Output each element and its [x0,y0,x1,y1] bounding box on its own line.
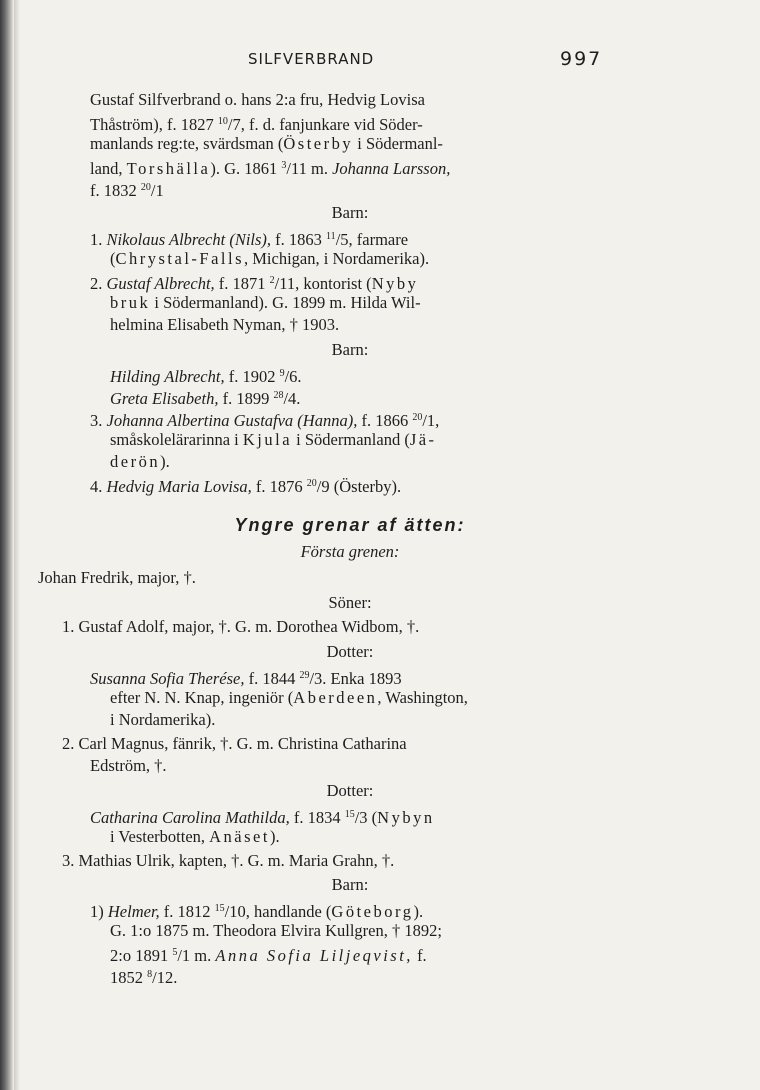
spaced-place-name: Jä- [409,430,437,449]
italic-name: Susanna Sofia Therése, [90,669,245,688]
page-header [0,50,760,74]
section-label: Barn: [331,203,369,222]
text-run: /11 m. [286,159,333,178]
text-line [110,248,429,270]
spaced-place-name: Göteborg [331,902,414,921]
spaced-place-name: Anäset [209,827,270,846]
text-line [38,567,196,589]
section-heading: Yngre grenar af ätten: [234,515,466,535]
subsection-heading: Första grenen: [300,542,400,561]
text-line [110,709,215,731]
text-run: /10, handlande ( [224,902,332,921]
text-run: Johan Fredrik, major, †. [38,568,196,587]
section-label: Söner: [328,593,372,612]
spaced-place-name: derön [110,452,161,471]
text-run: f. 1902 [224,367,280,386]
spaced-place-name: Torshälla [126,159,211,178]
text-line [110,920,442,942]
text-run: i Södermanland). G. 1899 m. Hilda Wil- [150,293,421,312]
text-run: f. 1812 [159,902,215,921]
superscript-day: 11 [326,231,336,242]
running-title: SILFVERBRAND [248,50,375,68]
superscript-day: 20 [140,182,151,193]
superscript-day: 20 [412,412,423,423]
page-number: 997 [560,48,603,70]
spaced-place-name: bruk [110,293,151,312]
section-label: Barn: [331,875,369,894]
text-run: f. 1899 [218,389,274,408]
text-run: /1 [150,181,164,200]
text-run: 4. [90,477,107,496]
page-edge-shadow [0,0,14,1090]
spaced-place-name: Aberdeen [293,688,378,707]
text-run: 1852 [110,968,148,987]
text-run: /3. Enka 1893 [309,669,402,688]
text-line [90,755,167,777]
italic-name: Nikolaus Albrecht (Nils), [106,230,272,249]
superscript-day: 3 [281,160,287,171]
text-run: 3. Mathias Ulrik, kapten, †. G. m. Maria Grahn, †. [62,851,395,870]
text-line [110,964,177,989]
spaced-place-name: Nybyn [377,808,435,827]
text-run: /5, farmare [335,230,409,249]
text-run: f. 1844 [244,669,300,688]
text-run: helmina Elisabeth Nyman, † 1903. [110,315,340,334]
text-run: i Vesterbotten, [110,827,210,846]
italic-name: Gustaf Albrecht, [106,274,215,293]
superscript-day: 28 [273,390,284,401]
text-run: , Washington, [377,688,468,707]
text-run: ). G. 1861 [210,159,282,178]
text-run: /12. [152,968,178,987]
text-line [90,89,425,111]
spaced-place-name: Nyby [371,274,419,293]
section-label: Dotter: [326,781,374,800]
text-line [110,292,421,314]
text-run: manlands reg:te, svärdsman ( [90,134,284,153]
text-line [110,826,280,848]
text-line [110,429,437,451]
text-line [110,314,339,336]
text-line [90,473,401,498]
text-run: /7, f. d. fanjunkare vid Söder- [227,115,423,134]
text-run: , Michigan, i Nordamerika). [244,249,430,268]
text-line [90,177,164,202]
text-run: 2. Carl Magnus, fänrik, †. G. m. Christina Catharina [62,734,407,753]
italic-name: Hilding Albrecht, [110,367,225,386]
text-run: f. 1871 [214,274,270,293]
italic-name: Johanna Albertina Gustafva (Hanna), [106,411,358,430]
superscript-day: 8 [147,969,153,980]
text-run: ). [413,902,424,921]
text-line [62,616,419,638]
text-run: i Södermanl- [353,134,443,153]
text-run: i Södermanland ( [292,430,410,449]
text-run: f. 1876 [251,477,307,496]
page-edge-highlight [14,0,20,1090]
text-run: /11, kontorist ( [274,274,372,293]
text-run: f. 1866 [357,411,413,430]
italic-name: Anna Sofia Liljeqvist, [215,946,413,965]
superscript-day: 29 [299,670,310,681]
spaced-place-name: Österby [283,134,354,153]
text-run: småskolelärarinna i [110,430,243,449]
text-run: f. [412,946,427,965]
section-label: Dotter: [326,642,374,661]
text-run: G. 1:o 1875 m. Theodora Elvira Kullgren, † 1892; [110,921,442,940]
superscript-day: 2 [269,275,275,286]
superscript-day: 15 [214,903,225,914]
italic-name: Greta Elisabeth, [110,389,219,408]
text-run: 2:o 1891 [110,946,173,965]
text-run: 1) [90,902,108,921]
spaced-place-name: Kjula [242,430,293,449]
text-run: f. 1832 [90,181,141,200]
text-run: ( [110,249,116,268]
section-label: Barn: [331,340,369,359]
text-run: /6. [284,367,302,386]
text-run: 1. Gustaf Adolf, major, †. G. m. Dorothea Widbom, †. [62,617,420,636]
text-line [62,733,407,755]
text-run: 2. [90,274,107,293]
text-run: 3. [90,411,107,430]
text-run: 1. [90,230,107,249]
italic-name: Hedvig Maria Lovisa, [106,477,252,496]
spaced-place-name: Chrystal-Falls [115,249,244,268]
italic-name: Helmer, [107,902,160,921]
italic-name: Johanna Larsson, [332,159,451,178]
text-run: Edström, †. [90,756,167,775]
text-run: efter N. N. Knap, ingeniör ( [110,688,294,707]
text-run: f. 1863 [271,230,327,249]
text-run: i Nordamerika). [110,710,216,729]
text-line [62,850,394,872]
text-run: ). [160,452,170,471]
text-run: f. 1834 [289,808,345,827]
superscript-day: 15 [344,809,355,820]
text-run: /4. [283,389,301,408]
superscript-day: 10 [217,116,228,127]
text-run: /1 m. [177,946,216,965]
text-run: /3 ( [354,808,378,827]
text-line [90,133,443,155]
italic-name: Catharina Carolina Mathilda, [90,808,290,827]
superscript-day: 5 [172,947,178,958]
text-run: Thåström), f. 1827 [90,115,218,134]
text-run: /1, [422,411,440,430]
superscript-day: 20 [306,478,317,489]
text-line [110,687,468,709]
superscript-day: 9 [279,368,285,379]
text-run: Gustaf Silfverbrand o. hans 2:a fru, Hedvig Lovisa [90,90,425,109]
text-run: land, [90,159,127,178]
text-run: ). [269,827,280,846]
text-line [110,451,170,473]
text-run: /9 (Österby). [316,477,402,496]
